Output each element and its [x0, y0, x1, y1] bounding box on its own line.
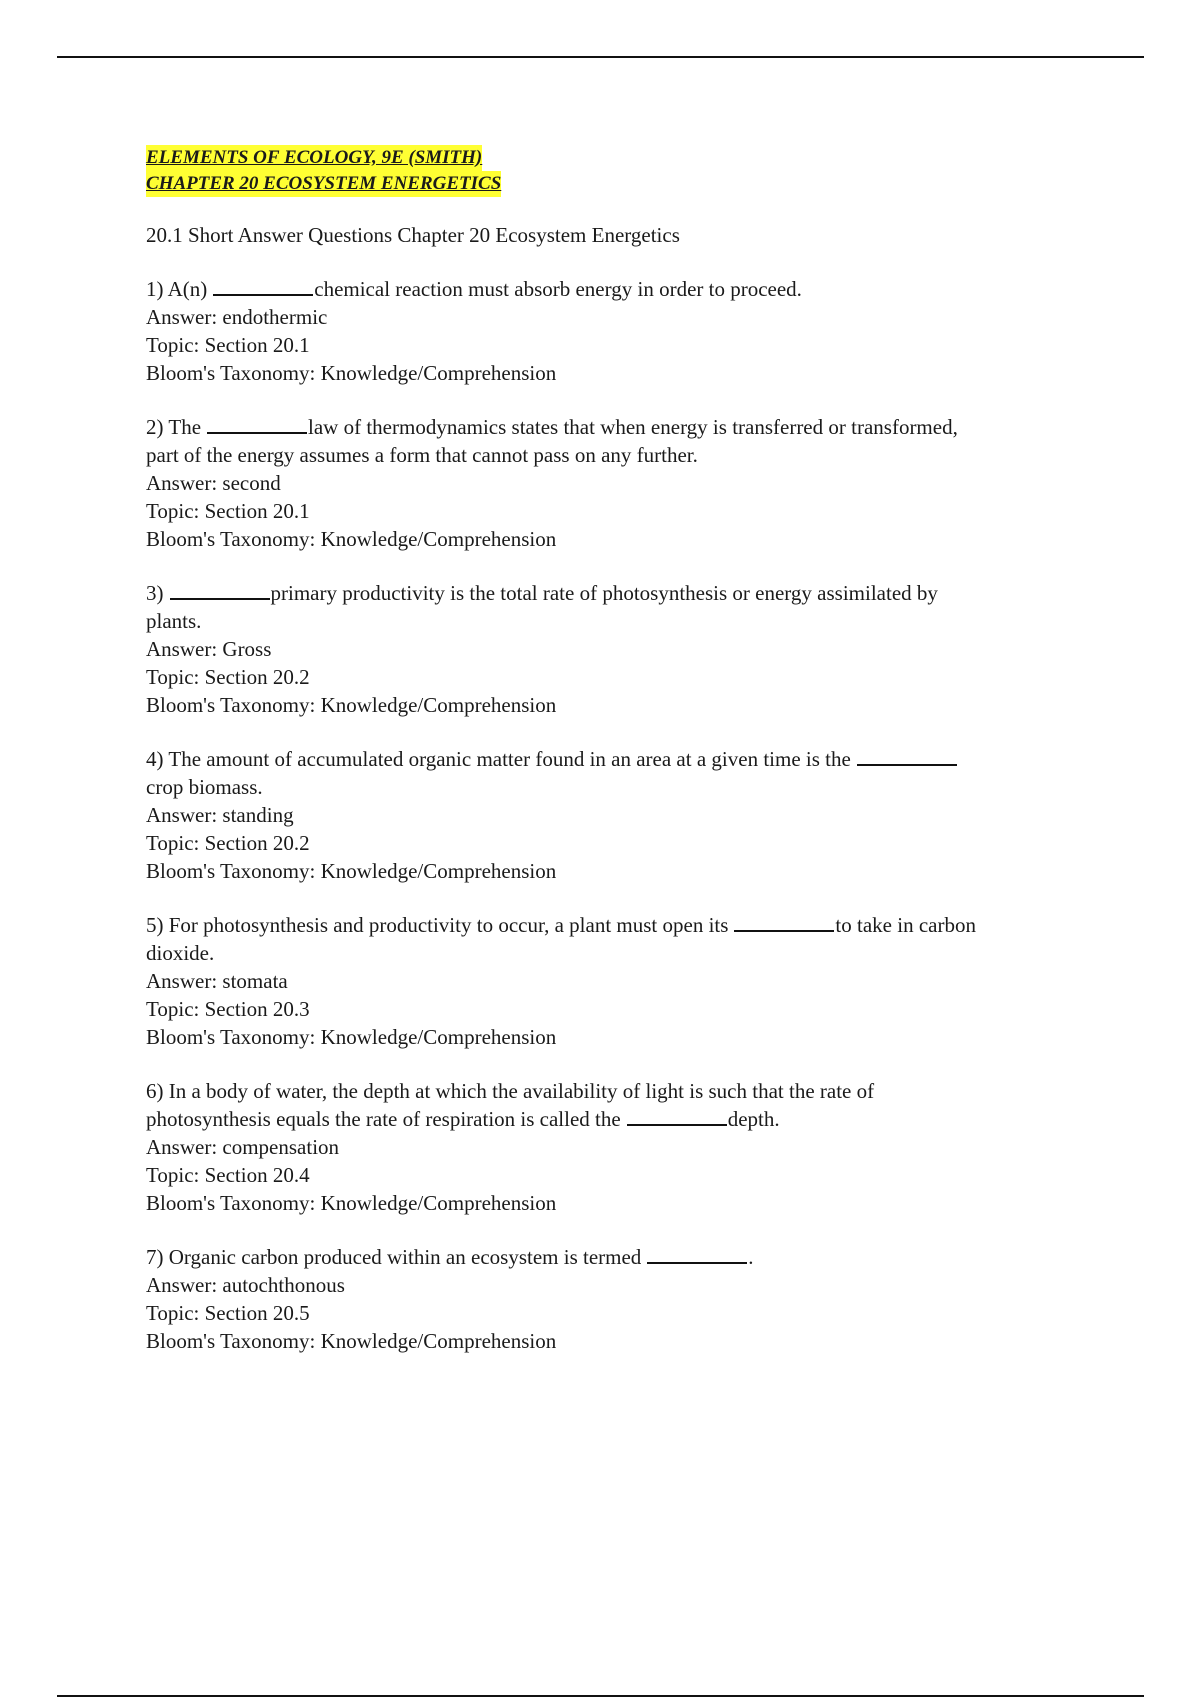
question-text: 3) primary productivity is the total rate of photosynthesis or energy assimilated by	[146, 581, 938, 605]
question-4	[146, 745, 1106, 885]
top-rule	[57, 56, 1144, 58]
topic-text: Topic: Section 20.4	[146, 1163, 310, 1187]
bloom-text: Bloom's Taxonomy: Knowledge/Comprehension	[146, 693, 557, 717]
question-text-line2: dioxide.	[146, 941, 215, 965]
bloom-text: Bloom's Taxonomy: Knowledge/Comprehension	[146, 1191, 557, 1215]
document-header	[146, 145, 1106, 197]
topic-text: Topic: Section 20.5	[146, 1301, 310, 1325]
topic-text: Topic: Section 20.3	[146, 997, 310, 1021]
answer-text: Answer: autochthonous	[146, 1273, 345, 1297]
question-text-line2: plants.	[146, 609, 202, 633]
answer-blank	[627, 1106, 727, 1126]
answer-blank	[207, 414, 307, 434]
question-text-line2: part of the energy assumes a form that cannot pass on any further.	[146, 443, 698, 467]
answer-text: Answer: compensation	[146, 1135, 340, 1159]
bloom-text: Bloom's Taxonomy: Knowledge/Comprehension	[146, 527, 557, 551]
topic-text: Topic: Section 20.2	[146, 665, 310, 689]
answer-text: Answer: standing	[146, 803, 294, 827]
bloom-text: Bloom's Taxonomy: Knowledge/Comprehension	[146, 859, 557, 883]
chapter-title: CHAPTER 20 ECOSYSTEM ENERGETICS	[146, 171, 501, 197]
question-text: 2) The law of thermodynamics states that when energy is transferred or transformed,	[146, 415, 958, 439]
question-text: 1) A(n) chemical reaction must absorb energy in order to proceed.	[146, 277, 802, 301]
book-title: ELEMENTS OF ECOLOGY, 9E (SMITH)	[146, 145, 482, 171]
section-title: 20.1 Short Answer Questions Chapter 20 Ecosystem Energetics	[146, 223, 680, 247]
topic-text: Topic: Section 20.1	[146, 333, 310, 357]
answer-blank	[647, 1244, 747, 1264]
question-3	[146, 579, 1106, 719]
answer-text: Answer: second	[146, 471, 281, 495]
question-2	[146, 413, 1106, 553]
page-content	[146, 145, 1106, 1355]
answer-blank	[857, 746, 957, 766]
answer-blank	[213, 276, 313, 296]
question-5	[146, 911, 1106, 1051]
question-text: 4) The amount of accumulated organic matter found in an area at a given time is the	[146, 745, 1106, 773]
question-text-line2: photosynthesis equals the rate of respiration is called the depth.	[146, 1107, 780, 1131]
answer-blank	[734, 912, 834, 932]
question-text: 7) Organic carbon produced within an ecosystem is termed .	[146, 1245, 754, 1269]
question-text: 6) In a body of water, the depth at which the availability of light is such that the rate of	[146, 1079, 875, 1103]
question-text: 5) For photosynthesis and productivity to occur, a plant must open its to take in carbon	[146, 913, 976, 937]
topic-text: Topic: Section 20.1	[146, 499, 310, 523]
bottom-rule	[57, 1695, 1144, 1697]
question-text-line2: crop biomass.	[146, 775, 263, 799]
bloom-text: Bloom's Taxonomy: Knowledge/Comprehension	[146, 1329, 557, 1353]
bloom-text: Bloom's Taxonomy: Knowledge/Comprehension	[146, 1025, 557, 1049]
question-7	[146, 1243, 1106, 1355]
answer-text: Answer: stomata	[146, 969, 288, 993]
question-6	[146, 1077, 1106, 1217]
question-1	[146, 275, 1106, 387]
bloom-text: Bloom's Taxonomy: Knowledge/Comprehension	[146, 361, 557, 385]
topic-text: Topic: Section 20.2	[146, 831, 310, 855]
answer-blank	[170, 580, 270, 600]
answer-text: Answer: endothermic	[146, 305, 328, 329]
answer-text: Answer: Gross	[146, 637, 272, 661]
